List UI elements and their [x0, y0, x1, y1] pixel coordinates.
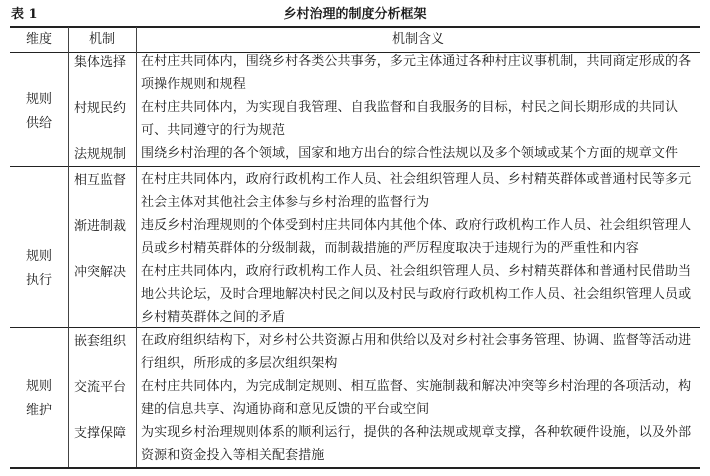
bottom-rule [10, 467, 700, 469]
dimension-cell [7, 375, 71, 423]
dimension-cell [7, 88, 71, 136]
meaning-cell: 围绕乡村治理的各个领域，国家和地方出台的综合性法规以及多个领域或某个方面的规章文件 [141, 146, 679, 161]
mechanism-cell: 相互监督 [73, 173, 126, 188]
header-dimension: 维度 [25, 32, 52, 47]
dimension-label: 规则供给 [25, 92, 52, 131]
table-caption [0, 0, 710, 24]
meaning-cell: 在村庄共同体内，为完成制定规则、相互监督、实施制裁和解决冲突等乡村治理的各项活动，构建的信息共享、沟通协商和意见反馈的平台或空间 [141, 379, 692, 417]
meaning-cell: 为实现乡村治理规则体系的顺利运行，提供的各种法规或规章支撑，各种软硬件设施，以及外部资源和资金投入等相关配套措施 [141, 425, 692, 463]
mechanism-cell: 集体选择 [73, 55, 126, 70]
mechanism-cell: 渐进制裁 [73, 219, 126, 234]
mechanism-cell: 支撑保障 [73, 426, 126, 441]
dimension-label: 规则维护 [25, 379, 52, 418]
meaning-cell: 在村庄共同体内，政府行政机构工作人员、社会组织管理人员、乡村精英群体或普通村民等多元社会主体对其他社会主体参与乡村治理的监督行为 [141, 172, 692, 210]
header-meaning: 机制含义 [391, 32, 444, 47]
mechanism-cell: 交流平台 [73, 380, 126, 395]
header-mechanism: 机制 [88, 32, 115, 47]
mechanism-cell: 村规民约 [73, 101, 126, 116]
column-divider [136, 27, 137, 467]
meaning-cell: 在村庄共同体内，政府行政机构工作人员、社会组织管理人员、乡村精英群体和普通村民借助当地公共论坛，及时合理地解决村民之间以及村民与政府行政机构工作人员、社会组织管理人员或乡村精英群体之间的矛盾 [141, 264, 692, 325]
mechanism-cell: 法规规制 [73, 147, 126, 162]
meaning-cell: 在村庄共同体内，为实现自我管理、自我监督和自我服务的目标，村民之间长期形成的共同认可、共同遵守的行为规范 [141, 100, 679, 138]
dimension-cell [7, 245, 71, 293]
meaning-cell: 违反乡村治理规则的个体受到村庄共同体内其他个体、政府行政机构工作人员、社会组织管理人员或乡村精英群体的分级制裁，而制裁措施的严厉程度取决于违规行为的严重性和内容 [141, 218, 692, 256]
table-label: 表 1 [11, 7, 38, 22]
group-divider [10, 166, 700, 167]
top-rule [10, 26, 700, 28]
mechanism-cell: 冲突解决 [73, 265, 126, 280]
meaning-cell: 在村庄共同体内，围绕乡村各类公共事务，多元主体通过各种村庄议事机制，共同商定形成的各项操作规则和规程 [141, 54, 692, 92]
mechanism-cell: 嵌套组织 [73, 334, 126, 349]
dimension-label: 规则执行 [25, 249, 52, 288]
meaning-cell: 在政府组织结构下，对乡村公共资源占用和供给以及对乡村社会事务管理、协调、监督等活动进行组织，所形成的多层次组织架构 [141, 333, 692, 371]
table-title: 乡村治理的制度分析框架 [283, 7, 427, 22]
